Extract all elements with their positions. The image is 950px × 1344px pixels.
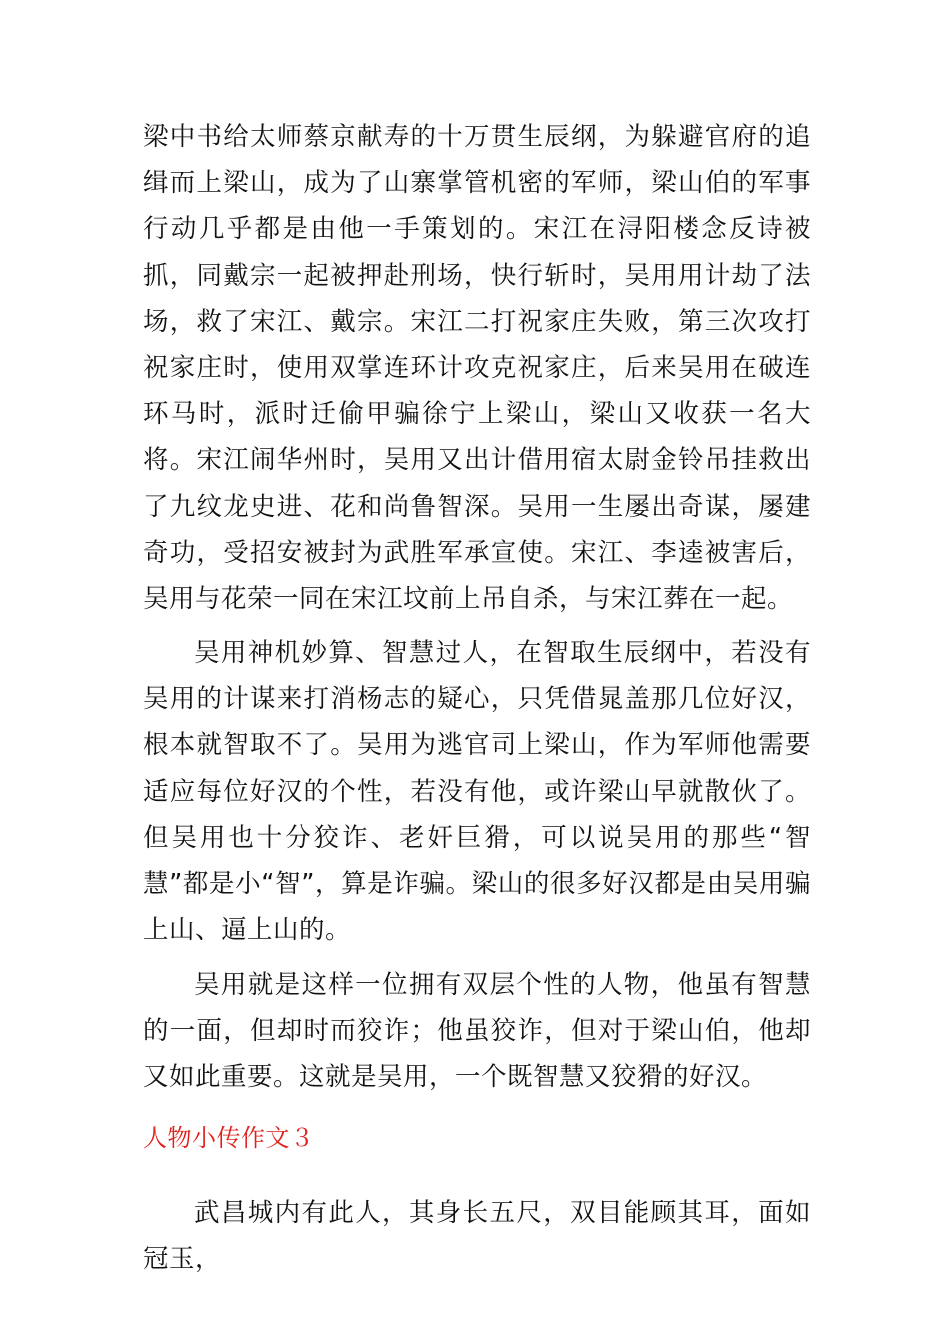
paragraph-wu-yong-wisdom: 吴用神机妙算、智慧过人，在智取生辰纲中，若没有吴用的计谋来打消杨志的疑心，只凭借晁盖那几位好汉，根本就智取不了。吴用为逃官司上梁山，作为军师他需要适应每位好汉的个性，若没有他，或许梁山早就散伙了。但吴用也十分狡诈、老奸巨猾，可以说吴用的那些“智慧”都是小“智”，算是诈骗。梁山的很多好汉都是由吴用骗上山、逼上山的。 [143,638,811,946]
section-heading: 人物小传作文３ [143,1124,315,1152]
paragraph-wu-yong-summary: 吴用就是这样一位拥有双层个性的人物，他虽有智慧的一面，但却时而狡诈；他虽狡诈，但对于梁山伯，他却又如此重要。这就是吴用，一个既智慧又狡猾的好汉。 [143,970,811,1093]
paragraph-wuchang-person: 武昌城内有此人，其身长五尺，双目能顾其耳，面如冠玉， [143,1198,811,1275]
paragraph-wu-yong-deeds: 梁中书给太师蔡京献寿的十万贯生辰纲，为躲避官府的追缉而上梁山，成为了山寨掌管机密的军师，梁山伯的军事行动几乎都是由他一手策划的。宋江在浔阳楼念反诗被抓，同戴宗一起被押赴刑场，快行斩时，吴用用计劫了法场，救了宋江、戴宗。宋江二打祝家庄失败，第三次攻打祝家庄时，使用双掌连环计攻克祝家庄，后来吴用在破连环马时，派时迁偷甲骗徐宁上梁山，梁山又收获一名大将。宋江闹华州时，吴用又出计借用宿太尉金铃吊挂救出了九纹龙史进、花和尚鲁智深。吴用一生屡出奇谋，屡建奇功，受招安被封为武胜军承宣使。宋江、李逵被害后，吴用与花荣一同在宋江坟前上吊自杀，与宋江葬在一起。 [143,122,811,615]
